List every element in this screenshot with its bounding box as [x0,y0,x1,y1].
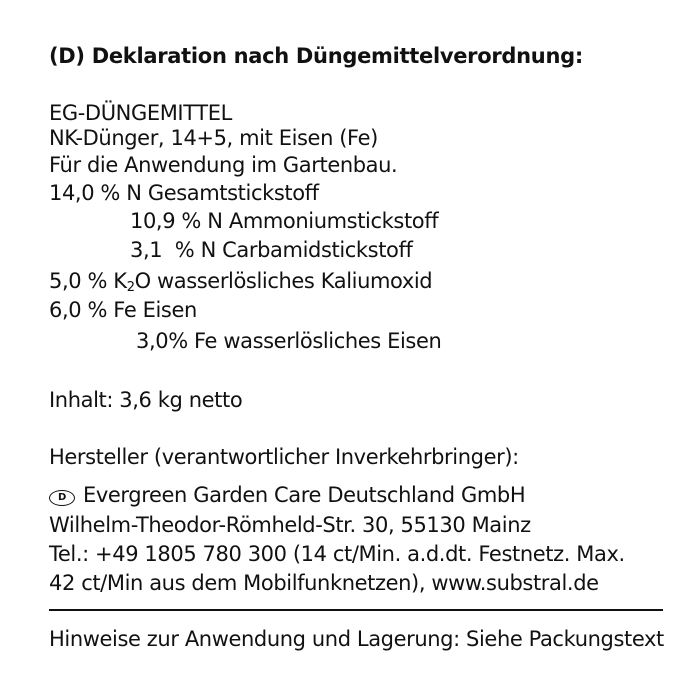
manufacturer-label: Hersteller (verantwortlicher Inverkehrbringer): [49,445,519,469]
k2o-subscript: 2 [126,280,135,295]
manufacturer-phone-line2: 42 ct/Min aus dem Mobilfunknetzen), www.substral.de [49,571,599,595]
manufacturer-company [49,485,525,506]
country-d-oval-icon: D [49,490,75,506]
manufacturer-phone-line1: Tel.: +49 1805 780 300 (14 ct/Min. a.d.dt. Festnetz. Max. [49,542,625,566]
declaration-heading: (D) Deklaration nach Düngemittelverordnung: [49,44,583,68]
nutrient-ammonium-nitrogen: 10,9 % N Ammoniumstickstoff [130,209,439,233]
product-use: Für die Anwendung im Gartenbau. [49,153,398,177]
nutrient-water-soluble-iron: 3,0% Fe wasserlösliches Eisen [136,329,442,353]
net-content: Inhalt: 3,6 kg netto [49,388,243,412]
divider-line [49,609,663,611]
nutrient-carbamide-nitrogen: 3,1 % N Carbamidstickstoff [130,238,413,262]
manufacturer-address: Wilhelm-Theodor-Römheld-Str. 30, 55130 Mainz [49,513,531,537]
company-name: Evergreen Garden Care Deutschland GmbH [83,483,526,507]
product-type: NK-Dünger, 14+5, mit Eisen (Fe) [49,126,378,150]
nutrient-potassium-oxide [49,271,432,294]
k2o-suffix: O wasserlösliches Kaliumoxid [134,269,433,293]
k2o-prefix: 5,0 % K [49,269,127,293]
product-category: EG-DÜNGEMITTEL [49,101,232,125]
usage-storage-note: Hinweise zur Anwendung und Lagerung: Siehe Packungstext [49,627,664,651]
nutrient-total-nitrogen: 14,0 % N Gesamtstickstoff [49,181,319,205]
nutrient-iron: 6,0 % Fe Eisen [49,298,197,322]
